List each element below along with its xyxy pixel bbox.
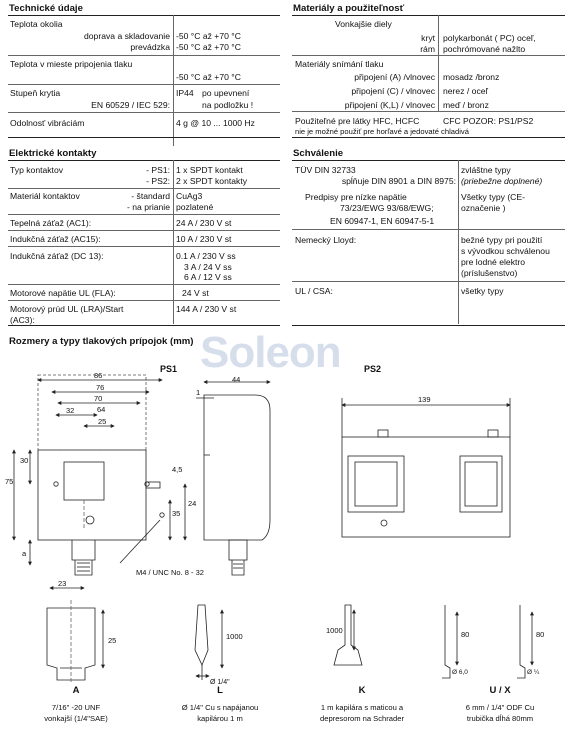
fitting-ux-caption2: trubička dĺhá 80mm — [466, 714, 534, 723]
ps1-side-outline — [204, 395, 270, 540]
mat-cover-value: polykarbonát ( PC) oceľ, — [443, 33, 536, 43]
ps1-dial-window — [64, 462, 104, 500]
elec-dc13-value2: 3 A / 24 V ss — [184, 262, 232, 272]
dim-4-5: 4,5 — [172, 465, 183, 474]
fitting-u-outline — [442, 605, 450, 678]
dim-a: a — [22, 549, 27, 558]
fitting-k-outline — [334, 605, 362, 665]
fitting-l-dim: 1000 — [226, 632, 243, 641]
appr-gl-value1: bežné typy pri použití — [461, 235, 543, 245]
tech-vibration-label: Odolnosť vibráciám — [10, 118, 85, 128]
tech-port-temp-label: Teplota v mieste pripojenia tlaku — [10, 59, 133, 69]
mat-sensing-c: připojení (C) / vlnovec — [351, 86, 435, 96]
fitting-l-outline — [195, 605, 208, 665]
elec-ps2-value: 2 x SPDT kontakty — [176, 176, 248, 186]
elec-lra-label1: Motorový prúd UL (LRA)/Start — [10, 304, 124, 314]
fitting-l-letter: L — [217, 685, 223, 696]
elec-material-label: Materiál kontaktov — [10, 191, 80, 201]
mat-cover-label: kryt — [421, 33, 435, 43]
tech-ambient-transport-value: -50 °C až +70 °C — [176, 31, 241, 41]
tech-ambient-transport: doprava a skladovanie — [84, 31, 170, 41]
elec-material-req: - na prianie — [127, 202, 170, 212]
fitting-ux-letter: U / X — [489, 685, 511, 696]
tech-ip-label: Stupeň krytia — [10, 88, 61, 98]
tech-title: Technické údaje — [9, 3, 83, 14]
fitting-x-sub: Ø ¼ — [527, 669, 540, 676]
appr-lv-value1: Všetky typy (CE- — [461, 192, 525, 202]
elec-material-value1: CuAg3 — [176, 191, 203, 201]
elec-ac1-value: 24 A / 230 V st — [176, 218, 232, 228]
elec-material-value2: pozlatené — [176, 202, 214, 212]
soleon-watermark: Soleon — [200, 328, 341, 377]
tech-ambient-operation-value: -50 °C až +70 °C — [176, 42, 241, 52]
fitting-l-caption1: Ø 1/4" Cu s napájanou — [181, 703, 259, 712]
mat-exterior-label: Vonkajšie diely — [335, 19, 392, 29]
appr-lv-value2: označenie ) — [461, 203, 506, 213]
mat-sensing-a-value: mosadz /bronz — [443, 72, 500, 82]
appr-gl-value3: pre lodné elektro — [461, 257, 526, 267]
appr-lv-label3: EN 60947-1, EN 60947-5-1 — [330, 216, 435, 226]
appr-tuv-value1: zvláštne typy — [461, 165, 511, 175]
mat-sensing-c-value: nerez / oceľ — [443, 86, 489, 96]
thread-m4-note: M4 / UNC No. 8 - 32 — [136, 568, 204, 577]
ps1-body-outline — [38, 450, 146, 540]
tech-ip-value: IP44 — [176, 88, 194, 98]
fitting-k-dim: 1000 — [326, 626, 343, 635]
dim-64: 64 — [97, 405, 106, 414]
dim-76: 76 — [96, 383, 105, 392]
appr-lv-label2: 73/23/EWG 93/68/EWG; — [340, 203, 434, 213]
appr-gl-value2: s vývodkou schválenou — [461, 246, 550, 256]
tech-ambient-operation: prevádzka — [130, 42, 170, 52]
dim-35: 35 — [172, 509, 181, 518]
elec-title: Elektrické kontakty — [9, 148, 97, 159]
elec-ps2-label: - PS2: — [146, 176, 170, 186]
appr-ul-value: všetky typy — [461, 286, 504, 296]
fitting-ux-caption1: 6 mm / 1/4" ODF Cu — [465, 703, 535, 712]
elec-dc13-value1: 0.1 A / 230 V ss — [176, 251, 236, 261]
appr-tuv-label1: TÜV DIN 32733 — [295, 165, 356, 175]
dim-23: 23 — [58, 579, 67, 588]
dim-24: 24 — [188, 499, 197, 508]
appr-tuv-label2: spĺňuje DIN 8901 a DIN 8975: — [341, 176, 456, 186]
fitting-a-dim: 25 — [108, 636, 117, 645]
tech-ip-standard: EN 60529 / IEC 529: — [91, 100, 170, 110]
elec-ps1-value: 1 x SPDT kontakt — [176, 165, 243, 175]
elec-fla-value: 24 V st — [182, 288, 209, 298]
ps1-label: PS1 — [160, 364, 178, 374]
appr-title: Schválenie — [293, 148, 344, 159]
elec-dc13-value3: 6 A / 12 V ss — [184, 272, 232, 282]
fitting-k-letter: K — [358, 685, 366, 696]
appr-ul-label: UL / CSA: — [295, 286, 333, 296]
elec-ac15-value: 10 A / 230 V st — [176, 234, 232, 244]
dim-86: 86 — [94, 371, 103, 380]
fitting-l-sub: Ø 1/4" — [210, 679, 230, 686]
mat-title: Materiály a použiteľnosť — [293, 3, 405, 14]
appr-gl-label: Nemecký Lloyd: — [295, 235, 357, 245]
elec-dc13-label: Indukčná záťaž (DC 13): — [10, 251, 104, 261]
mat-warning: CFC POZOR: PS1/PS2 — [443, 116, 534, 126]
tech-port-temp-value: -50 °C až +70 °C — [176, 72, 241, 82]
mat-sensing-a: připojení (A) /vlnovec — [354, 72, 435, 82]
mat-sensing-kl: připojení (K,L) / vlnovec — [344, 100, 435, 110]
mat-refrigerants: Použiteľné pre látky HFC, HCFC — [295, 116, 420, 126]
elec-lra-value: 144 A / 230 V st — [176, 304, 237, 314]
mat-sensing-kl-value: meď / bronz — [443, 100, 489, 110]
mat-warning-note: nie je možné použiť pre horľavé a jedovaté chladivá — [295, 127, 469, 136]
fitting-a-caption1: 7/16" -20 UNF — [51, 703, 101, 712]
dim-44: 44 — [232, 375, 241, 384]
tech-vibration-value: 4 g @ 10 ... 1000 Hz — [176, 118, 255, 128]
ps2-body-outline — [342, 437, 510, 537]
dim-30: 30 — [20, 456, 29, 465]
tech-ambient-label: Teplota okolia — [10, 19, 63, 29]
elec-ac15-label: Indukčná záťaž (AC15): — [10, 234, 101, 244]
appr-lv-label1: Predpisy pre nízke napätie — [305, 192, 407, 202]
mat-sensing-label: Materiály snímání tlaku — [295, 59, 384, 69]
fitting-x-dim: 80 — [536, 630, 545, 639]
dim-25: 25 — [98, 417, 107, 426]
tech-ip-note1: po upevnení — [202, 88, 250, 98]
appr-tuv-value2: (priebežne doplnené) — [461, 176, 543, 186]
tech-ip-note2: na podložku ! — [202, 100, 254, 110]
mat-frame-label: rám — [420, 44, 435, 54]
fitting-a-letter: A — [72, 685, 80, 696]
fitting-x-outline — [517, 605, 525, 678]
fitting-u-dim: 80 — [461, 630, 470, 639]
elec-contacts-label: Typ kontaktov — [10, 165, 64, 175]
dim-75: 75 — [5, 477, 14, 486]
fitting-k-caption1: 1 m kapilára s maticou a — [320, 703, 404, 712]
fitting-u-sub: Ø 6,0 — [452, 669, 468, 676]
dim-139: 139 — [418, 395, 431, 404]
elec-lra-label2: (AC3): — [10, 315, 35, 325]
elec-ac1-label: Tepelná záťaž (AC1): — [10, 218, 92, 228]
elec-ps1-label: - PS1: — [146, 165, 170, 175]
dim-1: 1 — [196, 388, 201, 397]
appr-gl-value4: (príslušenstvo) — [461, 268, 518, 278]
fitting-k-caption2: depresorom na Schrader — [320, 714, 404, 723]
dim-70: 70 — [94, 394, 103, 403]
elec-material-std: - štandard — [131, 191, 170, 201]
mat-frame-value: pochrómované nažlto — [443, 44, 526, 54]
fitting-a-caption2: vonkajší (1/4"SAE) — [44, 714, 108, 723]
elec-fla-label: Motorové napätie UL (FLA): — [10, 288, 116, 298]
dims-title: Rozmery a typy tlakových prípojok (mm) — [9, 336, 194, 347]
dim-32: 32 — [66, 406, 75, 415]
ps2-label: PS2 — [364, 364, 382, 374]
fitting-l-caption2: kapilárou 1 m — [197, 714, 243, 723]
